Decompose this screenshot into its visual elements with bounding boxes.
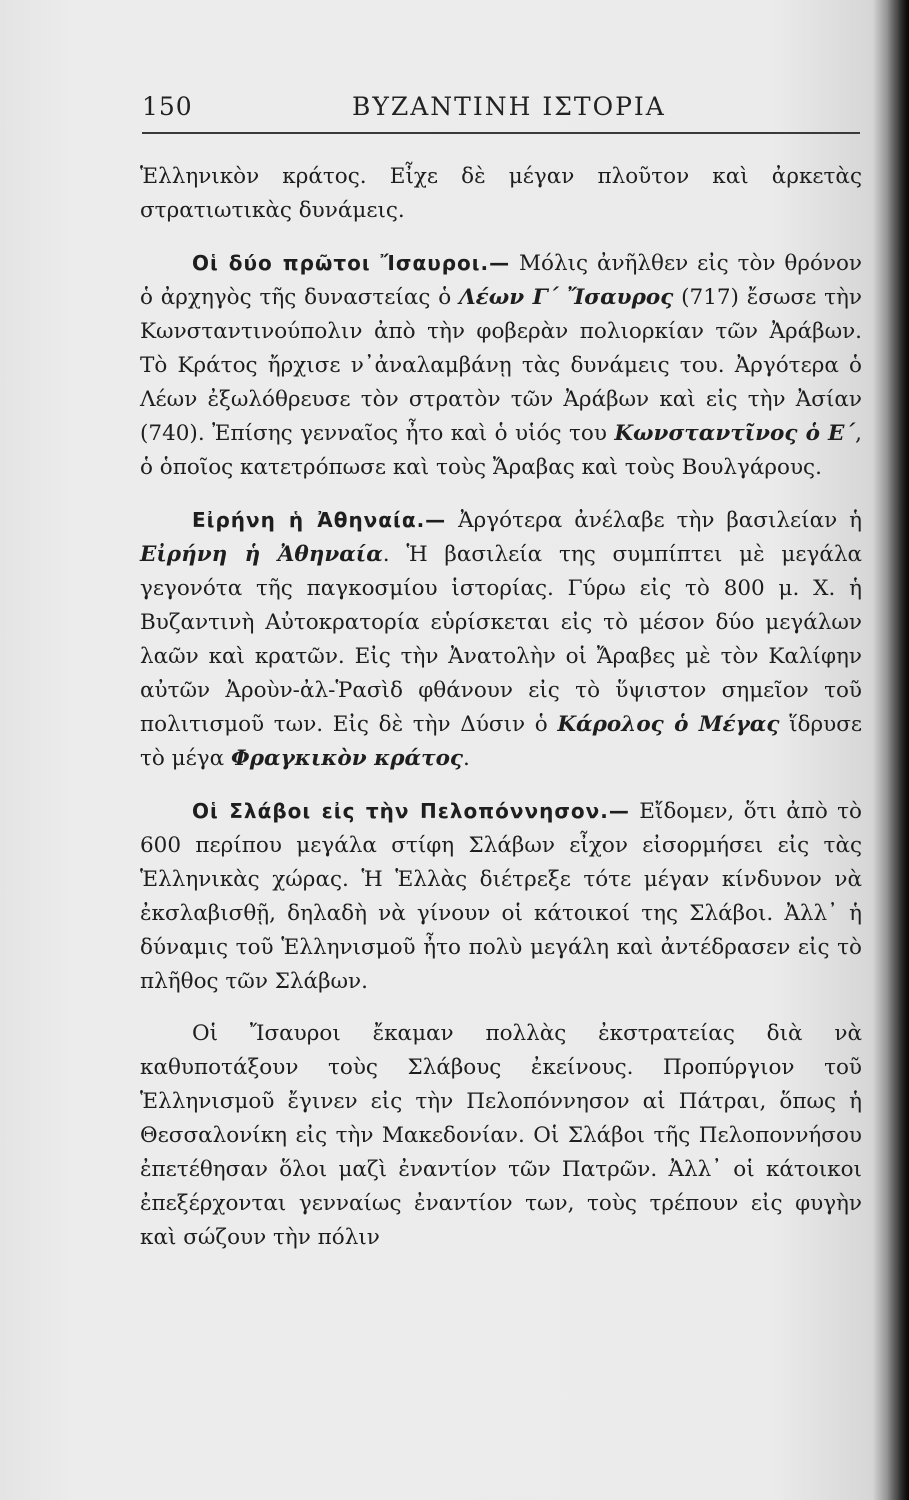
paragraph-text: Μόλις ἀνῆλθεν εἰς τὸν θρόνον ὁ ἀρχηγὸς τῆς δυναστείας ὁ (140, 251, 862, 310)
paragraph-campaigns (140, 1017, 862, 1255)
body-text (140, 160, 862, 1255)
running-head (142, 92, 862, 132)
section-irene (140, 503, 862, 776)
binding-shadow (887, 0, 909, 1500)
paragraph-text: . (463, 746, 470, 771)
paragraph-text: Οἱ Ἴσαυροι ἔκαμαν πολλὰς ἐκστρατείας διὰ νὰ καθυποτάξουν τοὺς Σλάβους ἐκείνους. Προπύργιον τοῦ Ἑλληνισμοῦ ἔγινεν εἰς τὴν Πελοπόννησον αἱ Πάτραι, ὅπως ἡ Θεσσαλονίκη εἰς τὴν Μακεδονίαν. Οἱ Σλάβοι τῆς Πελοποννήσου ἐπετέθησαν ὅλοι μαζὶ ἐναντίον τῶν Πατρῶν. Ἀλλ᾿ οἱ κάτοικοι ἐπεξέρχονται γενναίως ἐναντίον των, τοὺς τρέπουν εἰς φυγὴν καὶ σώζουν τὴν πόλιν (140, 1021, 862, 1250)
person-name: Λέων Γ΄ Ἴσαυρος (459, 285, 674, 310)
paragraph-text: Εἴδομεν, ὅτι ἀπὸ τὸ 600 περίπου μεγάλα στίφη Σλάβων εἶχον εἰσορμήσει εἰς τὰς Ἑλληνικὰς χώρας. Ἡ Ἑλλὰς διέτρεξε τότε μέγαν κίνδυνον νὰ ἐκσλαβισθῇ, δηλαδὴ νὰ γίνουν οἱ κάτοικοί της Σλάβοι. Ἀλλ᾿ ἡ δύναμις τοῦ Ἑλληνισμοῦ ἦτο πολὺ μεγάλη καὶ ἀντέδρασεν εἰς τὸ πλῆθος τῶν Σλάβων. (140, 799, 862, 994)
paragraph-text: ἵδρυσε τὸ μέγα (140, 712, 863, 771)
person-name: Εἰρήνη ἡ Ἀθηναία (140, 542, 383, 567)
section-isaurians (140, 246, 862, 485)
page-number: 150 (142, 92, 193, 121)
person-name: Κάρολος ὁ Μέγας (557, 712, 780, 737)
paragraph-text: Ἀργότερα ἀνέλαβε τὴν βασιλείαν ἡ (446, 508, 862, 533)
paragraph-continuation (140, 160, 862, 228)
header-rule (142, 132, 860, 134)
section-heading: Εἰρήνη ἡ Ἀθηναία.— (192, 508, 447, 532)
section-heading: Οἱ Σλάβοι εἰς τὴν Πελοπόννησον.— (192, 799, 630, 823)
paragraph-text: (717) ἔσωσε τὴν Κωνσταντινούπολιν ἀπὸ τὴν φοβερὰν πολιορκίαν τῶν Ἀράβων. Τὸ Κράτος ἤρχισε ν᾿ἀναλαμβάνῃ τὰς δυνάμεις του. Ἀργότερα ὁ Λέων ἐξωλόθρευσε τὸν στρατὸν τῶν Ἀράβων καὶ εἰς τὴν Ἀσίαν (740). Ἐπίσης γενναῖος ἦτο καὶ ὁ υἱός του (140, 285, 862, 446)
book-title: ΒΥΖΑΝΤΙΝΗ ΙΣΤΟΡΙΑ (352, 92, 666, 121)
state-name: Φραγκικὸν κράτος (231, 746, 463, 771)
person-name: Κωνσταντῖνος ὁ Ε΄ (614, 421, 856, 446)
paragraph-text: , ὁ ὁποῖος κατετρόπωσε καὶ τοὺς Ἄραβας καὶ τοὺς Βουλγάρους. (140, 421, 863, 480)
paragraph-text: . Ἡ βασιλεία της συμπίπτει μὲ μεγάλα γεγονότα τῆς παγκοσμίου ἱστορίας. Γύρω εἰς τὸ 800 μ. Χ. ἡ Βυζαντινὴ Αὐτοκρατορία εὑρίσκεται εἰς τὸ μέσον δύο μεγάλων λαῶν καὶ κρατῶν. Εἰς τὴν Ἀνατολὴν οἱ Ἄραβες μὲ τὸν Καλίφην αὐτῶν Ἀροὺν-ἀλ-Ῥασὶδ φθάνουν εἰς τὸ ὕψιστον σημεῖον τοῦ πολιτισμοῦ των. Εἰς δὲ τὴν Δύσιν ὁ (140, 542, 863, 737)
section-slavs (140, 794, 862, 999)
paragraph-text: Ἑλληνικὸν κράτος. Εἶχε δὲ μέγαν πλοῦτον καὶ ἀρκετὰς στρατιωτικὰς δυνάμεις. (140, 164, 862, 223)
section-heading: Οἱ δύο πρῶτοι Ἴσαυροι.— (192, 251, 511, 275)
